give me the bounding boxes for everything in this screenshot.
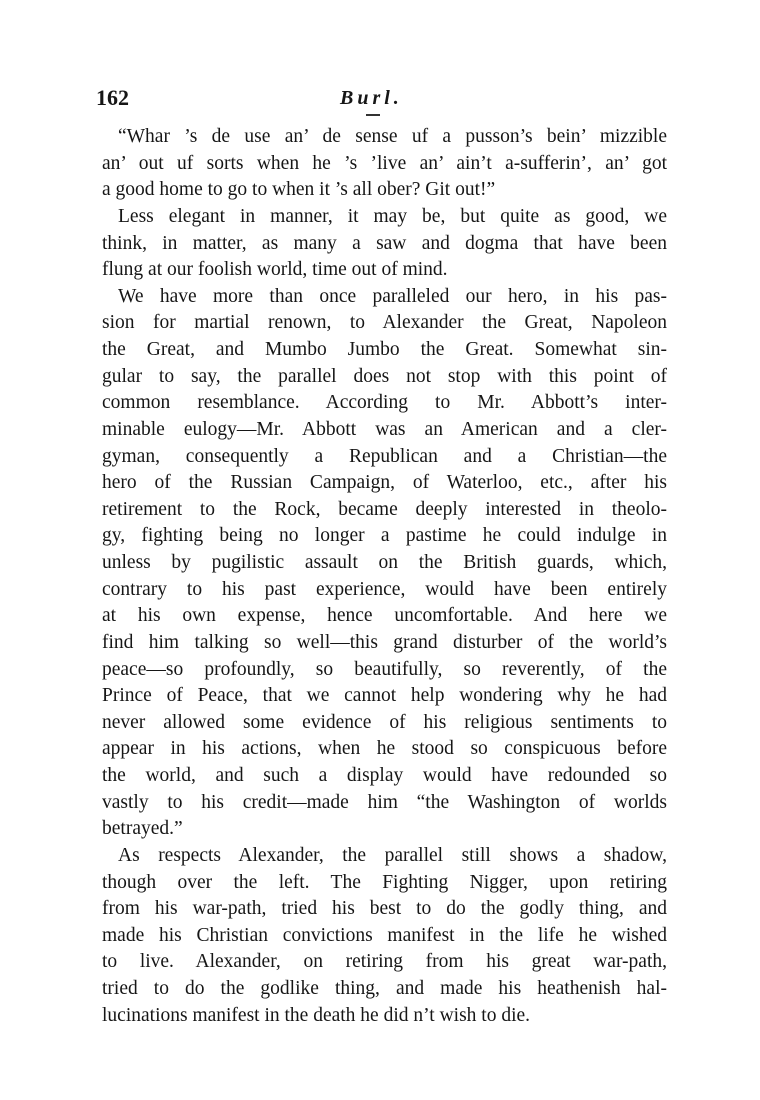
- text-line: “Whar ’s de use an’ de sense uf a pusson’s bein’ mizzible: [118, 126, 667, 147]
- page-number: 162: [96, 85, 129, 110]
- text-line: peace—so profoundly, so beautifully, so reverently, of the: [102, 658, 667, 680]
- text-line: As respects Alexander, the parallel still shows a shadow,: [118, 844, 667, 866]
- text-line: the world, and such a display would have redounded so: [102, 765, 667, 786]
- body-text: [102, 124, 667, 1029]
- text-line: retirement to the Rock, became deeply interested in theolo-: [102, 498, 667, 520]
- text-line: find him talking so well—this grand disturber of the world’s: [102, 631, 667, 653]
- text-line: gy, fighting being no longer a pastime he could indulge in: [102, 525, 667, 547]
- text-line: flung at our foolish world, time out of mind.: [102, 259, 448, 281]
- text-line: Prince of Peace, that we cannot help wondering why he had: [102, 685, 667, 707]
- text-line: though over the left. The Fighting Nigger, upon retiring: [102, 871, 667, 893]
- text-line: We have more than once paralleled our hero, in his pas-: [118, 285, 667, 307]
- text-line: the Great, and Mumbo Jumbo the Great. Somewhat sin-: [102, 339, 667, 360]
- text-line: from his war-path, tried his best to do the godly thing, and: [102, 898, 667, 920]
- text-line: betrayed.”: [102, 818, 183, 840]
- text-line: common resemblance. According to Mr. Abbott’s inter-: [102, 392, 667, 414]
- text-line: lucinations manifest in the death he did n’t wish to die.: [102, 1004, 531, 1026]
- text-line: never allowed some evidence of his religious sentiments to: [102, 711, 667, 733]
- text-line: Less elegant in manner, it may be, but quite as good, we: [118, 205, 667, 227]
- text-line: think, in matter, as many a saw and dogma that have been: [102, 232, 667, 254]
- text-line: contrary to his past experience, would have been entirely: [102, 578, 667, 600]
- text-line: a good home to go to when it ’s all ober? Git out!”: [102, 179, 496, 201]
- text-line: at his own expense, hence uncomfortable. And here we: [102, 605, 667, 627]
- text-line: vastly to his credit—made him “the Washington of worlds: [102, 791, 667, 813]
- text-line: gular to say, the parallel does not stop with this point of: [102, 365, 667, 387]
- text-line: made his Christian convictions manifest in the life he wished: [102, 924, 667, 946]
- text-line: an’ out uf sorts when he ’s ’live an’ ain’t a-sufferin’, an’ got: [102, 152, 667, 174]
- title-rule: [366, 114, 380, 116]
- text-line: minable eulogy—Mr. Abbott was an American and a cler-: [102, 418, 667, 440]
- running-head: [96, 84, 668, 116]
- text-line: sion for martial renown, to Alexander the Great, Napoleon: [102, 312, 667, 334]
- text-line: appear in his actions, when he stood so conspicuous before: [102, 738, 667, 760]
- text-line: tried to do the godlike thing, and made his heathenish hal-: [102, 978, 667, 999]
- running-title: Burl.: [340, 87, 403, 109]
- text-line: to live. Alexander, on retiring from his great war-path,: [102, 951, 667, 973]
- text-line: gyman, consequently a Republican and a Christian—the: [102, 445, 667, 467]
- text-line: unless by pugilistic assault on the British guards, which,: [102, 552, 667, 573]
- text-line: hero of the Russian Campaign, of Waterloo, etc., after his: [102, 472, 667, 494]
